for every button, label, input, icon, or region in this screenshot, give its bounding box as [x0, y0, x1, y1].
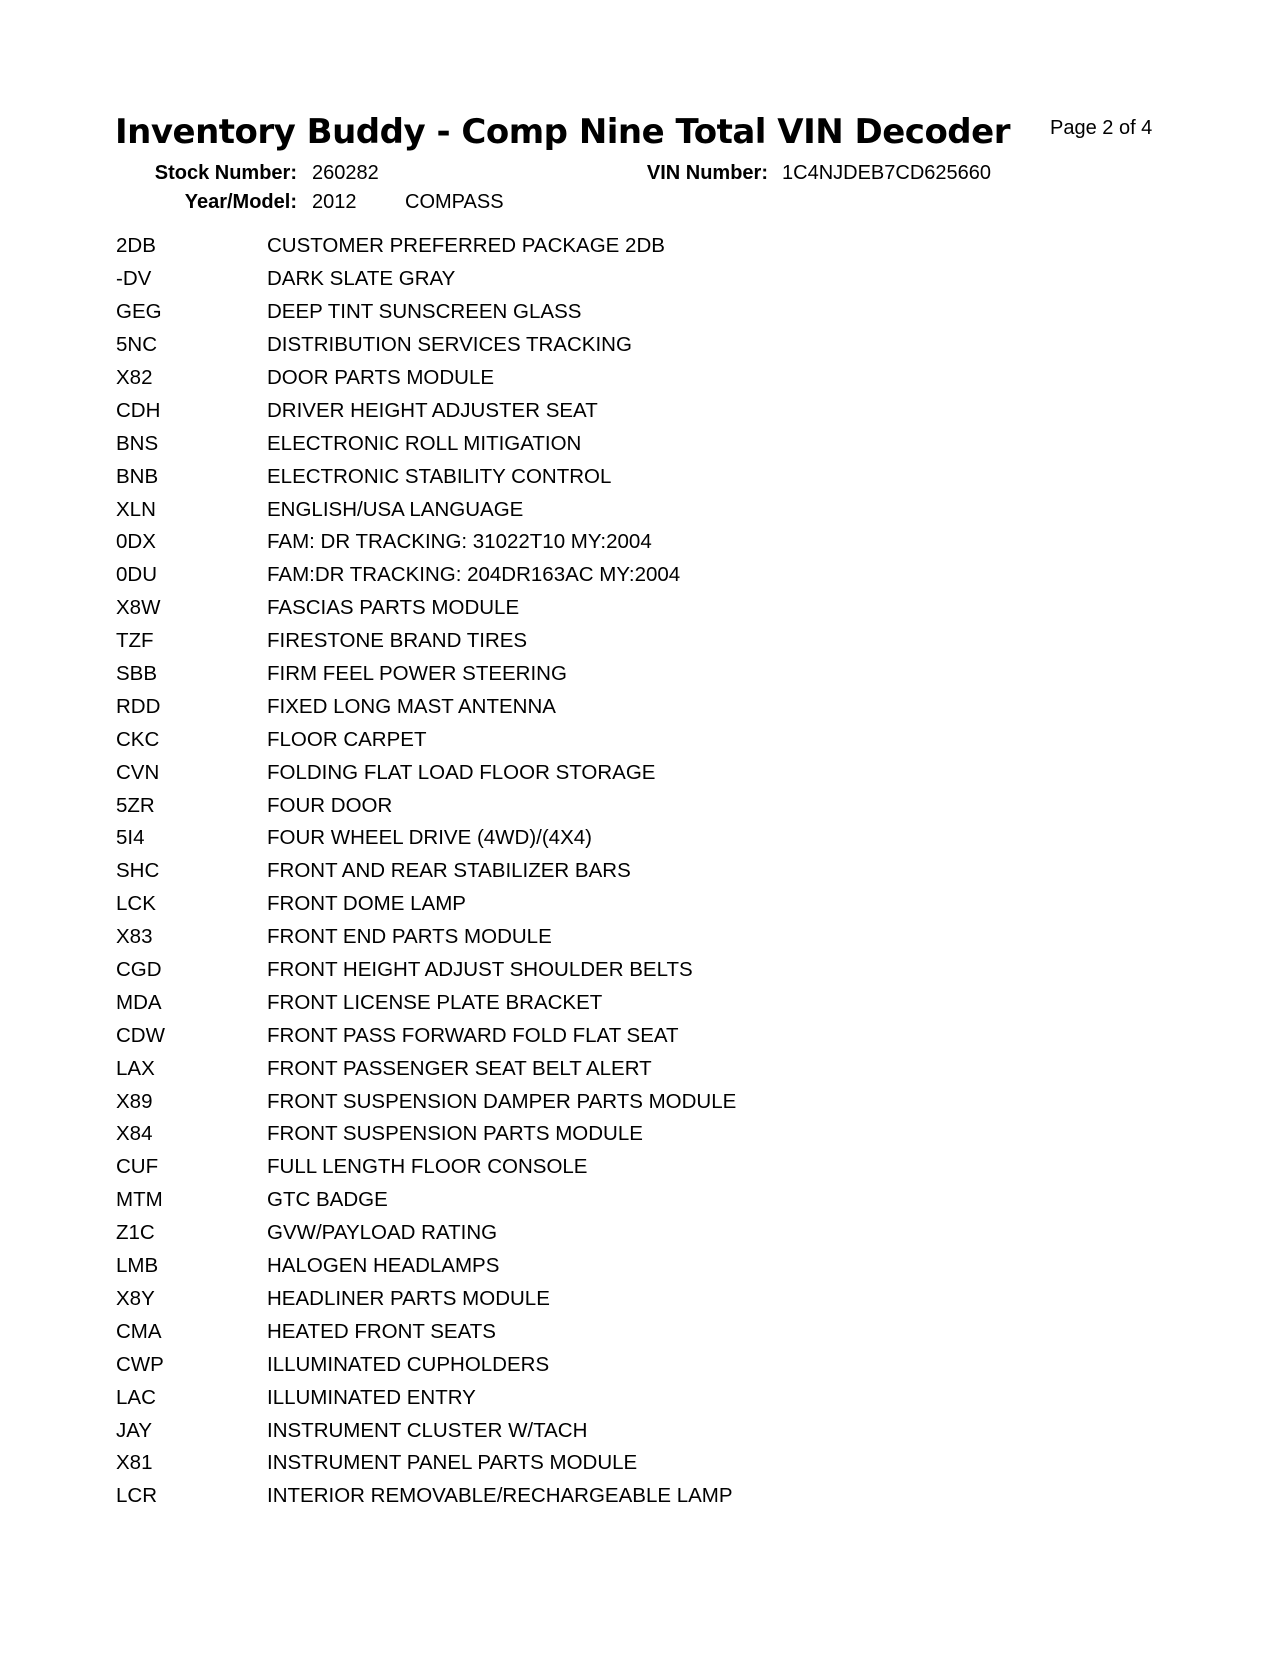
- option-code: LCK: [116, 892, 156, 916]
- option-description: FOUR WHEEL DRIVE (4WD)/(4X4): [267, 826, 592, 850]
- option-code: JAY: [116, 1418, 153, 1442]
- option-code: CVN: [116, 760, 160, 784]
- page-indicator: Page 2 of 4: [1050, 117, 1153, 139]
- option-row: [116, 460, 1166, 493]
- year-model-label: Year/Model:: [184, 191, 297, 213]
- option-row: [116, 493, 1166, 526]
- option-description: DEEP TINT SUNSCREEN GLASS: [267, 300, 582, 324]
- option-row: [116, 394, 1166, 427]
- vin-number-value: 1C4NJDEB7CD625660: [782, 162, 992, 184]
- option-description: FRONT PASSENGER SEAT BELT ALERT: [267, 1056, 652, 1080]
- option-description: ELECTRONIC ROLL MITIGATION: [267, 431, 582, 455]
- option-description: FIRESTONE BRAND TIRES: [267, 629, 528, 653]
- option-description: FRONT AND REAR STABILIZER BARS: [267, 859, 631, 883]
- option-row: [116, 954, 1166, 987]
- option-row: [116, 1283, 1166, 1316]
- option-code: X8Y: [116, 1286, 155, 1310]
- option-description: INSTRUMENT CLUSTER W/TACH: [267, 1418, 588, 1442]
- option-row: [116, 592, 1166, 625]
- option-row: [116, 427, 1166, 460]
- option-row: [116, 362, 1166, 395]
- option-row: [116, 1151, 1166, 1184]
- vin-number-label: VIN Number:: [646, 162, 768, 184]
- option-description: FRONT LICENSE PLATE BRACKET: [267, 990, 603, 1014]
- option-description: FIRM FEEL POWER STEERING: [267, 662, 567, 686]
- option-row: [116, 526, 1166, 559]
- option-row: [116, 263, 1166, 296]
- option-row: [116, 1480, 1166, 1513]
- option-row: [116, 921, 1166, 954]
- option-row: [116, 986, 1166, 1019]
- option-code: -DV: [116, 267, 152, 291]
- option-code: X8W: [116, 596, 161, 620]
- option-code: CDW: [116, 1023, 165, 1047]
- option-description: FOUR DOOR: [267, 793, 393, 817]
- option-code: CKC: [116, 727, 160, 751]
- option-code: 5ZR: [116, 793, 155, 817]
- option-row: [116, 1381, 1166, 1414]
- option-description: ILLUMINATED CUPHOLDERS: [267, 1352, 550, 1376]
- year-value: 2012: [312, 191, 357, 213]
- option-description: FRONT SUSPENSION DAMPER PARTS MODULE: [267, 1089, 737, 1113]
- option-description: ELECTRONIC STABILITY CONTROL: [267, 464, 612, 488]
- option-row: [116, 888, 1166, 921]
- option-row: [116, 230, 1166, 263]
- stock-number-label: Stock Number:: [154, 162, 297, 184]
- option-code: X83: [116, 925, 153, 949]
- option-row: [116, 1085, 1166, 1118]
- option-row: [116, 1184, 1166, 1217]
- option-description: HALOGEN HEADLAMPS: [267, 1254, 500, 1278]
- model-value: COMPASS: [405, 191, 504, 213]
- option-row: [116, 789, 1166, 822]
- option-description: ILLUMINATED ENTRY: [267, 1385, 476, 1409]
- option-row: [116, 1019, 1166, 1052]
- option-code: LAC: [116, 1385, 156, 1409]
- option-description: INSTRUMENT PANEL PARTS MODULE: [267, 1451, 638, 1475]
- option-code: LMB: [116, 1254, 159, 1278]
- option-row: [116, 1118, 1166, 1151]
- option-description: DISTRIBUTION SERVICES TRACKING: [267, 333, 632, 357]
- option-code: RDD: [116, 694, 161, 718]
- option-row: [116, 1348, 1166, 1381]
- option-row: [116, 1447, 1166, 1480]
- option-row: [116, 1217, 1166, 1250]
- option-description: GVW/PAYLOAD RATING: [267, 1221, 498, 1245]
- option-description: DRIVER HEIGHT ADJUSTER SEAT: [267, 398, 598, 422]
- option-code: GEG: [116, 300, 162, 324]
- option-code: LCR: [116, 1484, 158, 1508]
- option-row: [116, 756, 1166, 789]
- option-code: X84: [116, 1122, 153, 1146]
- option-description: FULL LENGTH FLOOR CONSOLE: [267, 1155, 588, 1179]
- option-row: [116, 329, 1166, 362]
- option-code: CDH: [116, 398, 161, 422]
- option-row: [116, 625, 1166, 658]
- option-code: SHC: [116, 859, 160, 883]
- option-description: FRONT SUSPENSION PARTS MODULE: [267, 1122, 643, 1146]
- option-description: DARK SLATE GRAY: [267, 267, 456, 291]
- option-code: 0DU: [116, 563, 158, 587]
- option-row: [116, 296, 1166, 329]
- option-description: HEATED FRONT SEATS: [267, 1319, 496, 1343]
- option-code: TZF: [116, 629, 154, 653]
- option-description: FRONT PASS FORWARD FOLD FLAT SEAT: [267, 1023, 679, 1047]
- option-description: FLOOR CARPET: [267, 727, 427, 751]
- option-description: FIXED LONG MAST ANTENNA: [267, 694, 556, 718]
- option-code: MDA: [116, 990, 162, 1014]
- option-row: [116, 723, 1166, 756]
- option-row: [116, 1052, 1166, 1085]
- option-description: FAM: DR TRACKING: 31022T10 MY:2004: [267, 530, 652, 554]
- option-description: FRONT DOME LAMP: [267, 892, 466, 916]
- option-row: [116, 1250, 1166, 1283]
- option-code: CUF: [116, 1155, 159, 1179]
- option-description: FASCIAS PARTS MODULE: [267, 596, 520, 620]
- option-row: [116, 855, 1166, 888]
- option-description: FAM:DR TRACKING: 204DR163AC MY:2004: [267, 563, 681, 587]
- option-row: [116, 658, 1166, 691]
- option-code: X81: [116, 1451, 153, 1475]
- option-code: BNS: [116, 431, 159, 455]
- option-description: FRONT HEIGHT ADJUST SHOULDER BELTS: [267, 958, 693, 982]
- option-code: XLN: [116, 497, 156, 521]
- option-description: DOOR PARTS MODULE: [267, 366, 495, 389]
- option-description: FRONT END PARTS MODULE: [267, 925, 552, 949]
- option-code: X89: [116, 1089, 153, 1113]
- option-description: ENGLISH/USA LANGUAGE: [267, 497, 524, 521]
- option-code: CMA: [116, 1319, 162, 1343]
- option-code: CWP: [116, 1352, 164, 1376]
- option-description: CUSTOMER PREFERRED PACKAGE 2DB: [267, 234, 665, 258]
- option-row: [116, 1315, 1166, 1348]
- option-description: GTC BADGE: [267, 1188, 388, 1212]
- option-row: [116, 690, 1166, 723]
- option-description: FOLDING FLAT LOAD FLOOR STORAGE: [267, 760, 656, 784]
- option-code: SBB: [116, 662, 158, 686]
- option-description: HEADLINER PARTS MODULE: [267, 1286, 550, 1310]
- report-title: Inventory Buddy - Comp Nine Total VIN Decoder: [115, 112, 1010, 152]
- option-row: [116, 1414, 1166, 1447]
- option-code: 0DX: [116, 530, 156, 554]
- option-code-list: [116, 230, 1166, 1513]
- option-row: [116, 822, 1166, 855]
- option-code: 5I4: [116, 826, 145, 850]
- option-code: BNB: [116, 464, 159, 488]
- option-code: 2DB: [116, 234, 156, 258]
- option-code: 5NC: [116, 333, 158, 357]
- option-code: LAX: [116, 1056, 155, 1080]
- option-description: INTERIOR REMOVABLE/RECHARGEABLE LAMP: [267, 1484, 733, 1508]
- option-code: CGD: [116, 958, 162, 982]
- stock-number-value: 260282: [312, 162, 379, 184]
- option-code: Z1C: [116, 1221, 155, 1245]
- option-code: X82: [116, 366, 153, 389]
- option-code: MTM: [116, 1188, 163, 1212]
- option-row: [116, 559, 1166, 592]
